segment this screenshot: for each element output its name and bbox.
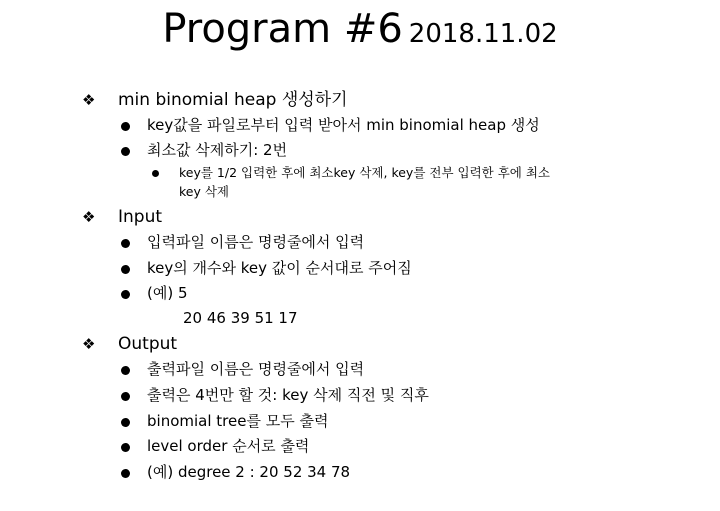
filled-circle-bullet-icon: [121, 392, 130, 401]
diamond-bullet-icon: ❖: [82, 208, 96, 226]
output-item-5: (예) degree 2 : 20 52 34 78: [147, 463, 351, 481]
input-item-3: (예) 5: [147, 284, 188, 302]
filled-circle-bullet-icon: [121, 366, 130, 375]
heap-subitem-line-2: key 삭제: [179, 184, 230, 199]
output-item-2: 출력은 4번만 할 것: key 삭제 직전 및 직후: [147, 386, 429, 404]
heap-item-1: key값을 파일로부터 입력 받아서 min binomial heap 생성: [147, 116, 540, 134]
output-item-3: binomial tree를 모두 출력: [147, 412, 329, 430]
output-item-1: 출력파일 이름은 명령줄에서 입력: [147, 360, 365, 378]
filled-circle-bullet-icon: [121, 265, 130, 274]
title-main: Program #6: [162, 6, 403, 52]
filled-circle-bullet-icon: [121, 239, 130, 248]
filled-circle-bullet-icon: [121, 147, 130, 156]
filled-circle-bullet-icon: [121, 418, 130, 427]
title-date: 2018.11.02: [408, 19, 558, 49]
input-item-1: 입력파일 이름은 명령줄에서 입력: [147, 233, 365, 251]
heap-item-2: 최소값 삭제하기: 2번: [147, 141, 288, 159]
filled-circle-bullet-icon: [121, 469, 130, 478]
section-input-heading: Input: [118, 207, 163, 227]
slide-title: [0, 6, 720, 52]
output-item-4: level order 순서로 출력: [147, 437, 310, 455]
diamond-bullet-icon: ❖: [82, 91, 96, 109]
filled-circle-bullet-icon: [121, 122, 130, 131]
small-circle-bullet-icon: [152, 170, 159, 177]
filled-circle-bullet-icon: [121, 443, 130, 452]
input-item-2: key의 개수와 key 값이 순서대로 주어짐: [147, 259, 412, 277]
section-output-heading: Output: [118, 334, 178, 354]
section-heap-heading: min binomial heap 생성하기: [118, 90, 348, 110]
input-example-values: 20 46 39 51 17: [183, 309, 298, 327]
diamond-bullet-icon: ❖: [82, 335, 96, 353]
filled-circle-bullet-icon: [121, 290, 130, 299]
heap-subitem-line-1: key를 1/2 입력한 후에 최소key 삭제, key를 전부 입력한 후에 최소: [179, 165, 550, 180]
